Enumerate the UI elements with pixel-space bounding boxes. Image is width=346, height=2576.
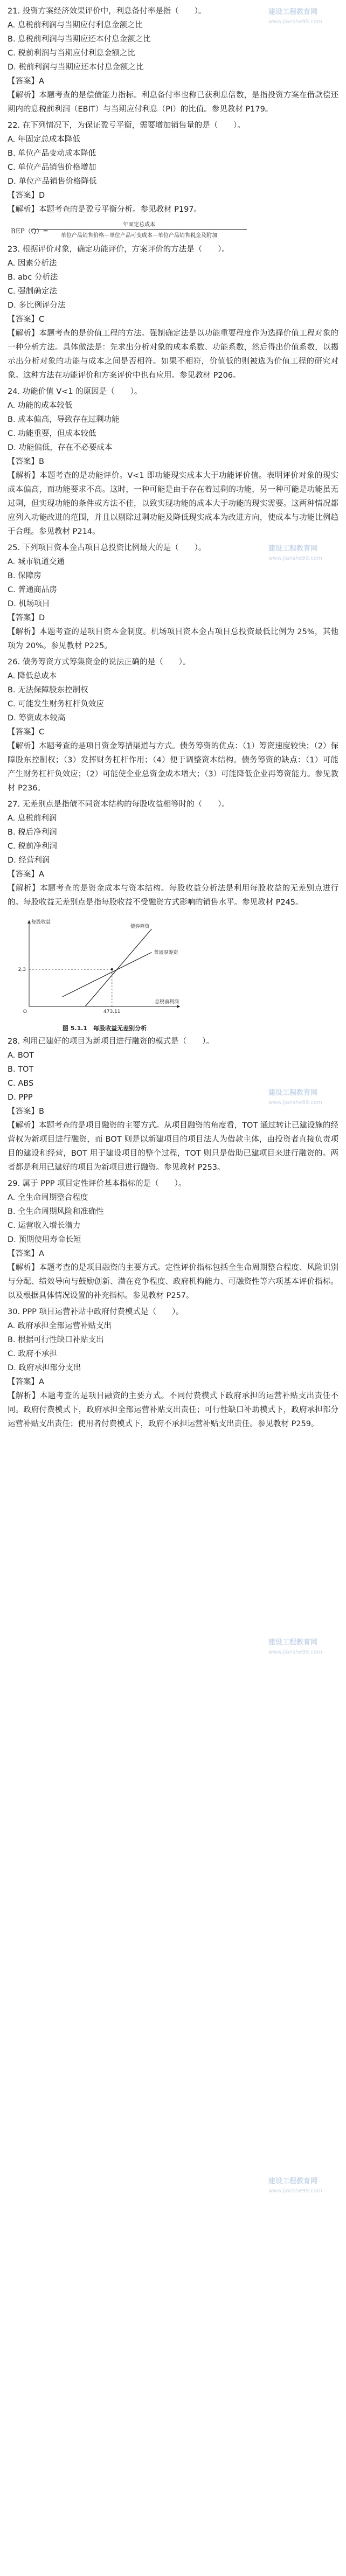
watermark-url: www.jianshe99.com	[268, 1649, 322, 1655]
option-b: B. 息税前利润与当期应还本付息金额之比	[8, 35, 151, 44]
watermark-logo	[268, 1638, 333, 1670]
option-c: C. ABS	[8, 1079, 34, 1088]
analysis: 【解析】本题考查的是价值工程的方法。强制确定法是以功能重要程度作为选择价值工程对象的一种分析方法。具体做法是：先求出分析对象的成本系数、功能系数，然后得出价值系数，以揭示出分析对象的功能与成本之间是否相符。如果不相符，价值低的则被选为价值工程的研究对象。这种方法在功能评价和方案评价中也有应用。参见教材 P206。	[8, 329, 338, 380]
analysis: 【解析】本题考查的是项目融资的主要方式。从项目融资的角度看，TOT 通过转让已建设施的经营权为新项目进行融资，而 BOT 则是以新建项目的项目法人为借款主体，由投资者直接负责项目的建设和经营，BOT 用于建设项目的整个过程，TOT 则只是借助已建项目来进行融资的。两者都是利用已建好的项目为新项目进行融资。参见教材 P253。	[8, 1121, 338, 1172]
figure-caption: 图 5.1.1 每股收益无差别分析	[62, 1025, 147, 1032]
origin-label: O	[23, 1009, 27, 1015]
option-a: A. 城市轨道交通	[8, 558, 65, 566]
analysis: 【解析】本题考查的是偿债能力指标。利息备付率也称已获利息倍数，是指投资方案在借款偿还期内的息税前利润（EBIT）与当期应付利息（PI）的比值。参见教材 P179。	[8, 91, 338, 114]
series-label-debt: 债券筹资	[130, 924, 150, 929]
option-b: B. TOT	[8, 1065, 34, 1074]
option-b: B. 全生命周期风险和准确性	[8, 1207, 104, 1216]
option-d: D. 多比例评分法	[8, 301, 66, 310]
answer: 【答案】A	[8, 77, 44, 86]
option-b: B. 成本偏高，导致存在过剩功能	[8, 415, 120, 424]
option-c: C. 税前净利润	[8, 842, 57, 851]
answer: 【答案】B	[8, 1107, 44, 1116]
question-stem: 29. 属于 PPP 项目定性评价基本指标的是（ ）。	[8, 1179, 186, 1188]
option-a: A. 降低总成本	[8, 672, 57, 681]
option-a: A. 政府承担全部运营补贴支出	[8, 1322, 112, 1330]
option-c: C. 可能发生财务杠杆负效应	[8, 700, 104, 709]
option-a: A. 息税前利润	[8, 814, 57, 823]
answer: 【答案】A	[8, 870, 44, 879]
crossover-point	[111, 968, 113, 970]
x-axis-label: 息税前利润	[154, 999, 179, 1005]
watermark-logo	[268, 544, 333, 577]
watermark-url: www.jianshe99.com	[268, 1100, 322, 1106]
option-d: D. 税前利润与当期应还本付息金额之比	[8, 63, 144, 72]
y-axis-label: 每股收益	[31, 920, 51, 925]
analysis: 【解析】本题考查的是项目资金筹措渠道与方式。债务筹资的优点：（1）筹资速度较快；（2）保障股东控制权；（3）发挥财务杠杆作用；（4）便于调整资本结构。债务筹资的缺点：（1）可能产生财务杠杆负效应；（2）可能使企业总资金成本增大；（3）可能降低企业再筹资能力。参见教材 P236。	[8, 742, 338, 793]
option-c: C. 强制确定法	[8, 287, 57, 296]
question-stem: 26. 债务筹资方式筹集资金的说法正确的是（ ）。	[8, 658, 191, 666]
answer: 【答案】C	[8, 315, 45, 324]
option-c: C. 税前利润与当期应付利息金额之比	[8, 49, 135, 58]
option-c: C. 单位产品销售价格增加	[8, 163, 96, 172]
option-c: C. 普通商品房	[8, 586, 57, 594]
analysis: 【解析】本题考查的是项目资本金制度。机场项目资本金占项目总投资最低比例为 25%，其他项为 20%。参见教材 P225。	[8, 628, 338, 650]
watermark-text: 建设工程教育网	[268, 1089, 318, 1097]
answer: 【答案】C	[8, 728, 45, 737]
watermark-logo	[268, 1088, 333, 1121]
formula-numerator: 年固定总成本	[31, 220, 247, 230]
answer: 【答案】A	[8, 1249, 44, 1258]
y-axis-arrow	[27, 920, 31, 924]
option-b: B. 保障房	[8, 572, 41, 580]
watermark-url: www.jianshe99.com	[268, 19, 322, 25]
analysis: 【解析】本题考查的是功能评价。V<1 即功能现实成本大于功能评价值。表明评价对象的现实成本偏高，而功能要求不高。这时，一种可能是由于存在着过剩的功能，另一种可能是功能虽无过剩，但实现功能的条件或方法不佳，以致实现功能的成本大于功能的现实需要。这两种情况都应列入功能改进的范围，并且以剔除过剩功能及降低现实成本为改进方向，使成本与功能比例趋于合理。参见教材 P214。	[8, 471, 338, 536]
question-stem: 22. 在下列情况下，为保证盈亏平衡，需要增加销售量的是（ ）。	[8, 121, 245, 130]
watermark-text: 建设工程教育网	[268, 545, 318, 553]
option-d: D. 筹资成本较高	[8, 714, 66, 723]
watermark-text: 建设工程教育网	[268, 8, 318, 16]
answer: 【答案】D	[8, 614, 45, 622]
option-a: A. 息税前利润与当期应付利息金额之比	[8, 21, 143, 30]
watermark-url: www.jianshe99.com	[268, 556, 322, 561]
watermark-url: www.jianshe99.com	[268, 2188, 322, 2194]
formula-fraction	[31, 220, 247, 239]
option-a: A. 年固定总成本降低	[8, 135, 80, 144]
option-c: C. 政府不承担	[8, 1350, 57, 1358]
question-stem: 21. 投资方案经济效果评价中，利息备付率是指（ ）。	[8, 7, 206, 16]
bep-formula	[8, 219, 338, 242]
question-stem: 28. 利用已建好的项目为新项目进行融资的模式是（ ）。	[8, 1037, 214, 1046]
option-b: B. 税后净利润	[8, 828, 57, 837]
analysis: 【解析】本题考查的是项目融资的主要方式。定性评价指标包括全生命周期整合程度、风险识别与分配、绩效导向与鼓励创新、潜在竞争程度、政府机构能力、可融资性等六项基本评价指标。以及根据具体情况设置的补充指标。参见教材 P257。	[8, 1263, 338, 1300]
watermark-logo	[268, 8, 333, 40]
watermark-logo	[268, 2177, 333, 2209]
question-stem: 23. 根据评价对象，确定功能评价，方案评价的方法是（ ）。	[8, 245, 230, 254]
option-d: D. PPP	[8, 1093, 33, 1102]
chart-svg	[8, 915, 202, 1023]
watermark-text: 建设工程教育网	[268, 1638, 318, 1647]
option-a: A. BOT	[8, 1051, 34, 1060]
option-d: D. 单位产品销售价格降低	[8, 177, 97, 186]
question-stem: 24. 功能价值 V<1 的原因是（ ）。	[8, 387, 142, 396]
question-stem: 27. 无差别点是指债不同资本结构的每股收益相等时的（ ）。	[8, 800, 230, 809]
option-a: A. 因素分析法	[8, 259, 57, 268]
question-stem: 25. 下列项目资本金占项目总投资比例最大的是（ ）。	[8, 544, 206, 552]
option-b: B. 无法保障股东控制权	[8, 686, 88, 695]
option-b: B. 单位产品变动成本降低	[8, 149, 96, 158]
watermark-text: 建设工程教育网	[268, 2177, 318, 2185]
option-d: D. 机场项目	[8, 600, 50, 608]
option-c: C. 运营收入增长潜力	[8, 1221, 81, 1230]
option-d: D. 经营利润	[8, 856, 50, 865]
option-d: D. 功能偏低，存在不必要成本	[8, 443, 113, 452]
option-c: C. 功能重要，但成本较低	[8, 429, 96, 438]
answer: 【答案】A	[8, 1378, 44, 1386]
x-mark-label: 473.11	[103, 1009, 121, 1015]
formula-lhs: BEP（Q）=	[11, 227, 49, 235]
option-d: D. 政府承担部分支出	[8, 1364, 81, 1372]
answer: 【答案】B	[8, 457, 44, 466]
option-a: A. 功能的成本较低	[8, 401, 73, 410]
analysis: 【解析】本题考查的是资金成本与资本结构。每股收益分析法是利用每股收益的无差别点进行的。每股收益无差别点是指每股收益不受融资方式影响的销售水平。参见教材 P245。	[8, 884, 338, 907]
y-mark-label: 2.3	[18, 967, 26, 973]
analysis: 【解析】本题考查的是盈亏平衡分析。参见教材 P197。	[8, 205, 202, 214]
question-stem: 30. PPP 项目运营补贴中政府付费模式是（ ）。	[8, 1308, 184, 1316]
x-axis-arrow	[177, 1005, 180, 1008]
series-line-2	[85, 929, 152, 1006]
answer: 【答案】D	[8, 191, 45, 200]
series-line-1	[63, 953, 152, 997]
series-label-equity: 普通股筹资	[154, 950, 178, 956]
analysis: 【解析】本题考查的是项目融资的主要方式。不同付费模式下政府承担的运营补贴支出责任不同。政府付费模式下，政府承担全部运营补贴支出责任；可行性缺口补助模式下，政府承担部分运营补贴支出责任；使用者付费模式下，政府不承担运营补贴支出责任。参见教材 P259。	[8, 1392, 338, 1428]
option-b: B. 根据可行性缺口补贴支出	[8, 1336, 104, 1344]
option-a: A. 全生命周期整合程度	[8, 1193, 88, 1202]
option-b: B. abc 分析法	[8, 273, 58, 282]
option-d: D. 预期使用寿命长短	[8, 1235, 81, 1244]
formula-denominator: 单位产品销售价格－单位产品可变成本－单位产品销售税金及附加	[61, 233, 217, 239]
eps-indifference-chart	[8, 915, 338, 1032]
